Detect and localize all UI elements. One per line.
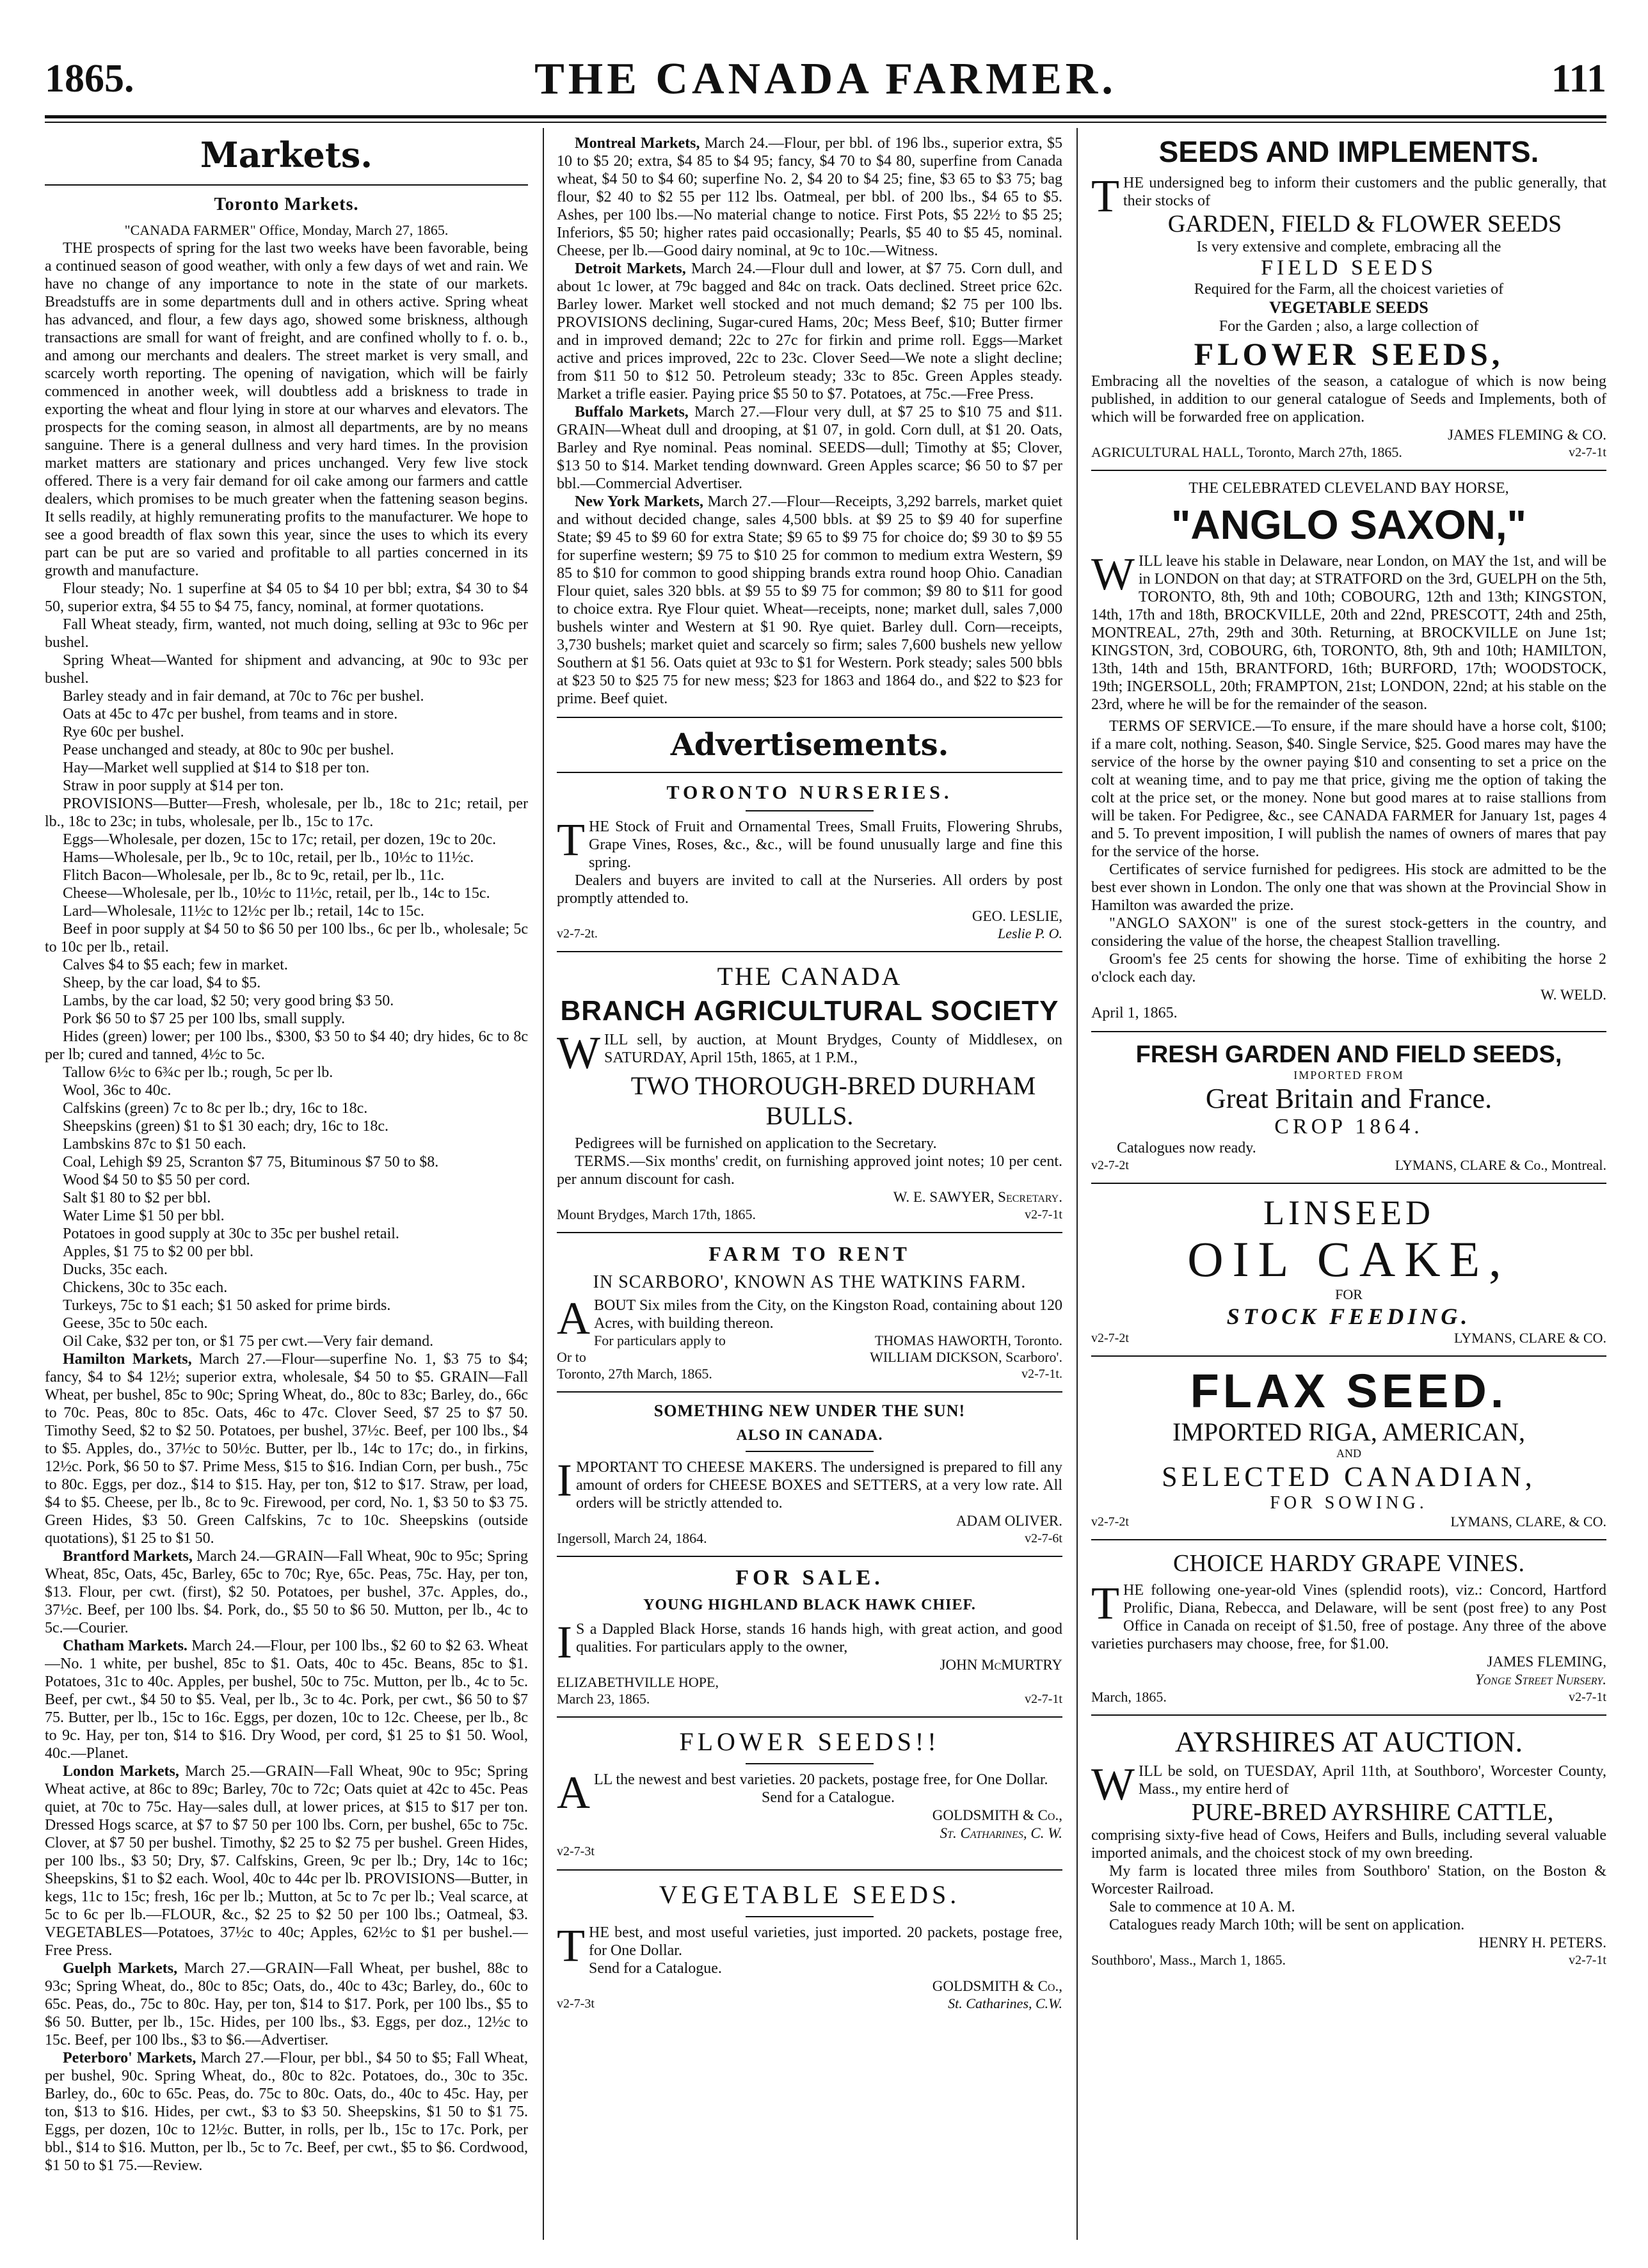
- ad-dateline: Ingersoll, March 24, 1864.: [557, 1530, 707, 1546]
- ad-line: FOR: [1335, 1286, 1363, 1302]
- price-item: Lambskins 87c to $1 50 each.: [63, 1136, 246, 1153]
- ad-subtitle: IMPORTED FROM: [1293, 1069, 1404, 1082]
- price-item: Fall Wheat steady, firm, wanted, not much doing, selling at 93c to 96c per bushel.: [45, 616, 528, 651]
- market-report: [45, 1350, 528, 1547]
- ad-body: Embracing all the novelties of the season, a catalogue of which is now being published, in addition to our general catalogue of Seeds and Implements, both of which will be forwarded free on application.: [1091, 373, 1606, 426]
- ad-linseed-oil-cake: [1091, 1193, 1606, 1346]
- ad-reference: v2-7-6t: [1025, 1531, 1062, 1545]
- ad-title: CHOICE HARDY GRAPE VINES.: [1173, 1550, 1524, 1577]
- ad-body: MPORTANT TO CHEESE MAKERS. The undersigned is prepared to fill any amount of orders for CHEESE BOXES and SETTERS, at a very low rate. All orders will be strictly attended to.: [575, 1459, 1062, 1512]
- ad-seeds-and-implements: [1091, 134, 1606, 461]
- ad-flax-seed: [1091, 1366, 1606, 1530]
- ad-line: FOR SOWING.: [1270, 1493, 1428, 1513]
- market-name: London Markets,: [63, 1763, 179, 1780]
- market-text: March 25.—GRAIN—Fall Wheat, 90c to 95c; Spring Wheat active, at 86c to 89c; Barley, 70c to 72c; Oats quiet at 42c to 45c. Peas quiet, at 70c to 75c. Hay—sales dull, at lower prices, at $15 to $17 per ton. Dressed Hogs scarce, at $7 to $7 50 per 100 lbs. Corn, per bushel, 65c to 75c. Clover, at $7 50 per bushel. Timothy, $2 25 to $2 75 per bushel. Green Hides, per 100 lbs., $3 50; Dry, $7. Calfskins, Green, 9c per lb.; Dry, 14c to 16c; Sheepskins, $1 to $2 each. Wool, 40c to 44c per lb. PROVISIONS—Butter, in kegs, 11c to 15c; fresh, 16c per lb.; Mutton, at 5c to 7c per lb.; Veal scarce, at 5c to 6c per lb.—FLOUR, &c., $2 25 to $2 50 per 100 lbs.; Oatmeal, $3. VEGETABLES—Potatoes, 37½c to 40c; Apples, 62½c to $1 per bushel.—Free Press.: [45, 1763, 528, 1959]
- ad-line: STOCK FEEDING.: [1226, 1304, 1471, 1329]
- ad-line: IMPORTED RIGA, AMERICAN,: [1172, 1418, 1525, 1446]
- ad-title: FLAX SEED.: [1190, 1364, 1508, 1418]
- price-item: Oil Cake, $32 per ton, or $1 75 per cwt.—Very fair demand.: [63, 1333, 434, 1350]
- market-report: [45, 1960, 528, 2049]
- price-item: Oats at 45c to 47c per bushel, from teams and in store.: [63, 706, 398, 723]
- price-item: Hay—Market well supplied at $14 to $18 per ton.: [63, 760, 370, 776]
- ad-line: THE CANADA: [717, 962, 902, 991]
- drop-cap: T: [557, 1920, 585, 1971]
- ad-line: GARDEN, FIELD & FLOWER SEEDS: [1167, 211, 1562, 237]
- price-item: Cheese—Wholesale, per lb., 10½c to 11½c, retail, per lb., 14c to 15c.: [63, 885, 490, 902]
- ad-line: AND: [1336, 1447, 1361, 1460]
- column-advertisements: [1091, 134, 1606, 2240]
- market-report: [557, 403, 1062, 493]
- price-item: Eggs—Wholesale, per dozen, 15c to 17c; retail, per dozen, 19c to 20c.: [63, 831, 497, 848]
- market-text: March 24.—Flour, per bbl. of 196 lbs., superior extra, $5 10 to $5 20; extra, $4 85 to $4 95; fancy, $4 70 to $4 80, superfine from Canada wheat, $4 50 to $4 60; superfine No. 2, $4 20 to $4 25; fine, $3 65 to $3 75; bag flour, $2 40 to $2 55 per 112 lbs. Oatmeal, per bbl. of 200 lbs., $4 65 to $5. Ashes, per 100 lbs.—No material change to notice. First Pots, $5 22½ to $5 25; Inferiors, $5 50; higher rates paid occasionally; Pearls, $5 40 to $5 45, nominal. Cheese, per lb.—Good dairy nominal, at 9c to 10c.—Witness.: [557, 135, 1062, 259]
- price-item: Tallow 6½c to 6¾c per lb.; rough, 5c per lb.: [63, 1064, 333, 1081]
- price-item: Beef in poor supply at $4 50 to $6 50 per 100 lbs., 6c per lb., wholesale; 5c to 10c per lb., retail.: [45, 921, 528, 955]
- ad-body: Send for a Catalogue.: [762, 1789, 895, 1806]
- ad-signature: JAMES FLEMING & CO.: [1448, 427, 1606, 443]
- divider: [557, 717, 1062, 718]
- divider: [1091, 1355, 1606, 1357]
- price-item: Pork $6 50 to $7 25 per 100 lbs, small supply.: [63, 1010, 346, 1027]
- ad-dateline: Toronto, 27th March, 1865.: [557, 1366, 712, 1382]
- ad-body: TERMS OF SERVICE.—To ensure, if the mare should have a horse colt, $100; if a mare colt, nothing. Season, $40. Single Service, $25. Good mares may have the service of the horse by the owner paying $10 and consenting to set a price on the colt at weaning time, and to pay me that price, giving me the option of taking the colt at the price set, or the money. None but good mares at to raise stallions from will be taken. For Pedigree, &c., see CANADA FARMER for January 1st, pages 4 and 5. To prevent imposition, I will publish the names of owners of mares that pay for the service of the horse.: [1091, 718, 1606, 860]
- price-item: Lard—Wholesale, 11½c to 12½c per lb.; retail, 14c to 15c.: [63, 903, 424, 920]
- market-text: March 27.—Flour very dull, at $7 25 to $10 75 and $11. GRAIN—Wheat dull and drooping, at $1 07, in gold. Corn dull, at $1 20. Oats, Barley and Rye nominal. Peas nominal. SEEDS—dull; Timothy at $5; Clover, $13 50 to $14. Market tending downward. Green Apples scarce; $6 50 to $7 per bbl.—Commercial Advertiser.: [557, 404, 1062, 492]
- page-header: [45, 38, 1606, 118]
- ad-line: PURE-BRED AYRSHIRE CATTLE,: [1191, 1799, 1554, 1826]
- price-item: Lambs, by the car load, $2 50; very good bring $3 50.: [63, 993, 394, 1009]
- drop-cap: T: [557, 814, 585, 865]
- ad-for-sale: [557, 1566, 1062, 1707]
- price-item: Wood $4 50 to $5 50 per cord.: [63, 1172, 250, 1188]
- price-item: Flour steady; No. 1 superfine at $4 05 to $4 10 per bbl; extra, $4 30 to $4 50, superior extra, $4 55 to $4 75, fancy, nominal, at former quotations.: [45, 580, 528, 615]
- price-item: Barley steady and in fair demand, at 70c to 76c per bushel.: [63, 688, 424, 705]
- drop-cap: T: [1091, 170, 1119, 221]
- divider: [557, 1232, 1062, 1233]
- ad-line: SELECTED CANADIAN,: [1162, 1461, 1536, 1492]
- ad-reference: v2-7-1t: [1569, 1953, 1606, 1967]
- ad-place: Yonge Street Nursery.: [1475, 1672, 1606, 1688]
- toronto-markets-heading: Toronto Markets.: [214, 195, 359, 214]
- ad-reference: v2-7-1t: [1025, 1208, 1062, 1222]
- ad-signature: W. E. SAWYER, Secretary.: [893, 1189, 1062, 1205]
- ad-signature: JAMES FLEMING,: [1487, 1654, 1606, 1670]
- ad-signature: LYMANS, CLARE, & CO.: [1450, 1513, 1606, 1529]
- market-name: Brantford Markets,: [63, 1548, 193, 1565]
- ad-flower-seeds: [557, 1727, 1062, 1860]
- ad-body: ILL leave his stable in Delaware, near London, on MAY the 1st, and will be in LONDON on that day; at STRATFORD on the 3rd, GUELPH on the 5th, TORONTO, 8th, 9th and 10th; COBOURG, 12th and 13th; KINGSTON, 14th, 17th and 18th, BROCKVILLE, 20th and 22nd, PRESCOTT, 24th and 25th, MONTREAL, 27th, 29th and 30th. Returning, at BROCKVILLE on June 1st; KINGSTON, 3rd, COBOURG, 6th, TORONTO, 8th, 9th and 10th; HAMILTON, 13th, 14th and 15th, BRANTFORD, 16th; BURFORD, 17th; WOODSTOCK, 19th; INGERSOLL, 20th; FRAMPTON, 21st; LONDON, 22nd; at his stable on the 23rd, where he will be for the remainder of the season.: [1091, 553, 1606, 713]
- price-item: Apples, $1 75 to $2 00 per bbl.: [63, 1243, 253, 1260]
- price-item: Rye 60c per bushel.: [63, 724, 184, 740]
- markets-heading: Markets.: [200, 134, 373, 175]
- price-item: Turkeys, 75c to $1 each; $1 50 asked for prime birds.: [63, 1297, 391, 1314]
- price-item: Sheep, by the car load, $4 to $5.: [63, 975, 261, 991]
- ad-title: BRANCH AGRICULTURAL SOCIETY: [560, 995, 1059, 1026]
- ad-dateline: AGRICULTURAL HALL, Toronto, March 27th, 1865.: [1091, 444, 1402, 460]
- price-item: Pease unchanged and steady, at 80c to 90c per bushel.: [63, 742, 394, 758]
- ad-anglo-saxon-horse: [1091, 480, 1606, 1022]
- ad-reference: v2-7-2t: [1091, 1331, 1129, 1345]
- market-report: [557, 260, 1062, 403]
- ad-signature: GOLDSMITH & Co.,: [932, 1807, 1062, 1823]
- drop-cap: W: [1091, 1759, 1135, 1810]
- market-name: Hamilton Markets,: [63, 1351, 192, 1368]
- ad-signature: JOHN McMURTRY: [940, 1657, 1062, 1673]
- ad-ayrshires-auction: [1091, 1725, 1606, 1969]
- price-item: Salt $1 80 to $2 per bbl.: [63, 1190, 211, 1206]
- ad-line: CROP 1864.: [1274, 1115, 1423, 1138]
- market-report: [45, 1637, 528, 1762]
- market-report: [45, 1762, 528, 1960]
- divider: [557, 772, 1062, 773]
- ad-reference: v2-7-1t.: [1021, 1367, 1062, 1381]
- ad-place: ELIZABETHVILLE HOPE,: [557, 1674, 719, 1690]
- ad-line: Great Britain and France.: [1205, 1083, 1492, 1114]
- ad-body: Groom's fee 25 cents for showing the horse. Time of exhibiting the horse 2 o'clock each day.: [1091, 951, 1606, 986]
- ad-text: For the Garden ; also, a large collection of: [1219, 318, 1479, 335]
- ad-body: comprising sixty-five head of Cows, Heifers and Bulls, including several valuable imported animals, and the choicest stock of my own breeding.: [1091, 1827, 1606, 1862]
- ad-title: TORONTO NURSERIES.: [666, 782, 953, 803]
- market-text: March 27.—GRAIN—Fall Wheat, per bushel, 88c to 93c; Spring Wheat, do., 80c to 85c; Oats, do., 40c to 43c; Barley, do., 60c to 65c. Peas, do., 75c to 80c. Hay, per ton, $14 to $17. Pork, per 100 lbs., $5 to $6 50. Butter, per lb., 15c. Hides, per 100 lbs., $3. Eggs, per doz., 12½c to 15c. Beef, per 100 lbs., $3 to $6.—Advertiser.: [45, 1960, 528, 2048]
- ad-title: VEGETABLE SEEDS.: [659, 1880, 961, 1909]
- price-item: Potatoes in good supply at 30c to 35c per bushel retail.: [63, 1226, 399, 1242]
- price-item: Water Lime $1 50 per bbl.: [63, 1208, 225, 1224]
- market-text: March 24.—GRAIN—Fall Wheat, 90c to 95c; Spring Wheat, 85c, Oats, 45c, Barley, 65c to 70c; Rye, 65c. Peas, 75c. Hay, per ton, $13. Flour, per cwt. (first), $2 50. Potatoes, per bushel, 37c. Apples, do., 37½c. Beef, per 100 lbs. $4. Pork, do., $5 50 to $6 50. Mutton, per lb., 4c to 5c.—Courier.: [45, 1548, 528, 1636]
- ad-line: FIELD SEEDS: [1261, 256, 1437, 280]
- drop-cap: W: [557, 1027, 600, 1078]
- drop-cap: W: [1091, 548, 1135, 600]
- market-name: Peterboro' Markets,: [63, 2050, 196, 2066]
- ad-body: Pedigrees will be furnished on application to the Secretary.: [575, 1135, 937, 1152]
- header-rule: [45, 122, 1606, 123]
- ad-text: For particulars apply to: [594, 1332, 726, 1348]
- ad-body: ILL sell, by auction, at Mount Brydges, County of Middlesex, on SATURDAY, April 15th, 1865, at 1 P.M.,: [604, 1032, 1062, 1066]
- ad-place: St. Catharines, C. W.: [940, 1825, 1062, 1841]
- market-name: New York Markets,: [575, 493, 703, 510]
- ad-signature: GEO. LESLIE,: [972, 908, 1062, 924]
- ad-title: SEEDS AND IMPLEMENTS.: [1158, 135, 1539, 168]
- ad-subtitle: ALSO IN CANADA.: [736, 1427, 883, 1444]
- divider: [746, 1451, 874, 1452]
- ad-dateline: April 1, 1865.: [1091, 1005, 1178, 1021]
- ad-dateline: March, 1865.: [1091, 1689, 1167, 1705]
- drop-cap: I: [557, 1455, 572, 1506]
- drop-cap: I: [557, 1617, 572, 1668]
- ad-body: BOUT Six miles from the City, on the Kingston Road, containing about 120 Acres, with building thereon.: [594, 1297, 1062, 1332]
- ad-title: FARM TO RENT: [708, 1242, 911, 1265]
- market-name: Chatham Markets.: [63, 1638, 188, 1654]
- divider: [557, 1869, 1062, 1871]
- divider: [1091, 1031, 1606, 1032]
- ad-body: Catalogues now ready.: [1117, 1140, 1256, 1156]
- market-text: March 27.—Flour, per bbl., $4 50 to $5; Fall Wheat, per bushel, 90c. Spring Wheat, do., 80c to 82c. Potatoes, do., 30c to 35c. Barley, do., 60c to 65c. Peas, do. 75c to 80c. Oats, do., 40c to 45c. Hay, per ton, $13 to $16. Hides, per cwt., $3 to $3 50. Sheepskins, $1 50 to $1 75. Eggs, per dozen, 10c to 12½c. Butter, in rolls, per lb., 15c to 17c. Pork, per bbl., $14 to $16. Mutton, per lb., 5c to 7c. Beef, per cwt., $5 to $6. Cordwood, $1 50 to $1 75.—Review.: [45, 2050, 528, 2174]
- price-item: PROVISIONS—Butter—Fresh, wholesale, per lb., 18c to 21c; retail, per lb., 18c to 23c; in tubs, wholesale, per lb., 15c to 17c.: [45, 795, 528, 830]
- ad-line: TWO THOROUGH-BRED DURHAM BULLS.: [630, 1071, 1036, 1130]
- ad-name: WILLIAM DICKSON, Scarboro'.: [870, 1349, 1062, 1365]
- column-divider: [1076, 128, 1078, 2240]
- ad-body: S a Dappled Black Horse, stands 16 hands high, with great action, and good qualities. For particulars apply to the owner,: [575, 1621, 1062, 1656]
- ad-dateline: Mount Brydges, March 17th, 1865.: [557, 1206, 756, 1222]
- ad-body: Dealers and buyers are invited to call at the Nurseries. All orders by post promptly attended to.: [557, 872, 1062, 907]
- ad-body: ILL be sold, on TUESDAY, April 11th, at Southboro', Worcester County, Mass., my entire herd of: [1138, 1763, 1606, 1798]
- price-item: Flitch Bacon—Wholesale, per lb., 8c to 9c, retail, per lb., 11c.: [63, 867, 445, 884]
- market-text: March 24.—Flour, per 100 lbs., $2 60 to $2 63. Wheat—No. 1 white, per bushel, 85c to $1. Oats, 40c to 45c. Beans, 85c to $1. Potatoes, 31c to 40c. Apples, per bushel, 50c to 75c. Mutton, per lb., 4c to 5c. Beef, per cwt., $4 50 to $5. Veal, per lb., 3c to 4c. Pork, per cwt., $6 50 to $7 75. Butter, per lb., 15c to 16c. Eggs, per dozen, 10c to 12c. Cheese, per lb., 8c to 9c. Hay, per ton, $14 to $16. Dry Wood, per cord, $1 25 to $1 50. Wool, 40c.—Planet.: [45, 1638, 528, 1762]
- ad-reference: v2-7-3t: [557, 1844, 595, 1858]
- divider: [746, 1763, 874, 1764]
- column-divider: [543, 128, 544, 2240]
- drop-cap: T: [1091, 1577, 1119, 1629]
- ad-body: My farm is located three miles from Southboro' Station, on the Boston & Worcester Railroad.: [1091, 1863, 1606, 1897]
- ad-title: AYRSHIRES AT AUCTION.: [1174, 1725, 1523, 1758]
- ad-reference: v2-7-1t: [1569, 1690, 1606, 1704]
- ad-body: Send for a Catalogue.: [588, 1960, 722, 1977]
- header-page-number: 111: [1551, 57, 1606, 100]
- ad-signature: ADAM OLIVER.: [956, 1513, 1062, 1529]
- ad-body: HE Stock of Fruit and Ornamental Trees, Small Fruits, Flowering Shrubs, Grape Vines, Roses, &c., &c., will be found unusually large and fine this spring.: [588, 819, 1062, 871]
- ad-reference: v2-7-2t: [1091, 1515, 1129, 1529]
- ad-subtitle: YOUNG HIGHLAND BLACK HAWK CHIEF.: [643, 1597, 976, 1613]
- ad-body: HE best, and most useful varieties, just imported. 20 packets, postage free, for One Dollar.: [588, 1924, 1062, 1959]
- drop-cap: A: [557, 1767, 590, 1818]
- advertisements-heading: Advertisements.: [670, 727, 949, 763]
- ad-body: HE undersigned beg to inform their customers and the public generally, that their stocks of: [1123, 175, 1606, 209]
- market-name: Guelph Markets,: [63, 1960, 178, 1977]
- ad-reference: v2-7-1t: [1025, 1692, 1062, 1706]
- ad-signature: LYMANS, CLARE & Co., Montreal.: [1395, 1157, 1606, 1173]
- ad-subtitle: IN SCARBORO', KNOWN AS THE WATKINS FARM.: [593, 1272, 1027, 1292]
- ad-body: Catalogues ready March 10th; will be sent on application.: [1109, 1917, 1465, 1933]
- market-text: March 27.—Flour—superfine No. 1, $3 75 to $4; fancy, $4 to $4 12½; superior extra, wholesale, $4 50 to $5. GRAIN—Fall Wheat, per bushel, 85c to 90c; Spring Wheat, do., 80c to 83c; Barley, do., 66c to 70c. Peas, 80c to 85c. Oats, 46c to 47c. Clover Seed, $7 25 to $7 50. Timothy Seed, $2 to $2 50. Potatoes, per bushel, 37½c. Beef, per 100 lbs., $4 to $5. Apples, do., 37½c to 50½c. Butter, per lb., 14c to 17c; do., in firkins, 12½c. Pork, $6 50 to $7. Prime Mess, $15 to $16. Indian Corn, per bush., 75c to 80c. Eggs, per doz., $14 to $15. Hay, per ton, $12 to $17. Straw, per load, $4 to $5. Cheese, per lb., 8c to 9c. Firewood, per cord, No. 1, $3 50 to $3 75. Green Hides, $3 50. Green Calfskins, 7c to 10c. Sheepskins (outside quotations), $1 25 to $1 50.: [45, 1351, 528, 1547]
- price-item: Calfskins (green) 7c to 8c per lb.; dry, 16c to 18c.: [63, 1100, 368, 1117]
- ad-title: FLOWER SEEDS!!: [679, 1727, 940, 1756]
- ad-dateline: Southboro', Mass., March 1, 1865.: [1091, 1952, 1286, 1968]
- divider: [557, 1556, 1062, 1557]
- ad-signature: GOLDSMITH & Co.,: [932, 1978, 1062, 1994]
- price-item: Spring Wheat—Wanted for shipment and advancing, at 90c to 93c per bushel.: [45, 652, 528, 687]
- market-name: Montreal Markets,: [575, 135, 700, 152]
- regional-markets: [45, 1350, 528, 2175]
- ad-title: "ANGLO SAXON,": [1171, 502, 1526, 548]
- ad-line: LINSEED: [1263, 1194, 1434, 1232]
- ad-place: Leslie P. O.: [997, 925, 1062, 941]
- ad-signature: HENRY H. PETERS.: [1478, 1935, 1606, 1951]
- ad-text: Is very extensive and complete, embracing all the: [1196, 239, 1501, 255]
- price-list: [45, 580, 528, 1350]
- ad-grape-vines: [1091, 1549, 1606, 1705]
- market-text: March 27.—Flour—Receipts, 3,292 barrels, market quiet and without decided change, sales 4,500 bbls. at $9 25 to $9 40 for superfine State; $9 45 to $9 60 for extra State; $9 65 to $9 75 for choice do; $9 30 to $9 55 for superfine western; $9 75 to $10 25 for common to medium extra Western, $9 85 to $10 for common to good shipping brands extra round hoop Ohio. Canadian Flour quiet, sales 320 bbls. at $9 55 to $9 75 for common; $9 80 to $11 for good to choice extra. Rye Flour quiet. Wheat—receipts, none; market dull, sales 7,000 bushels winter and Western at $1 90. Rye quiet. Barley dull. Corn—receipts, 3,730 bushels; market quiet and scarcely so firm; sales 7,600 bushels new yellow Southern at $1 56. Oats quiet at 93c to $1 for Western. Pork steady; sales 500 bbls at $23 50 to $25 75 for new mess; $23 for 1863 and 1864 do., and $22 to $23 for prime. Beef quiet.: [557, 493, 1062, 707]
- ad-toronto-nurseries: [557, 782, 1062, 942]
- market-report: [45, 2049, 528, 2175]
- price-item: Coal, Lehigh $9 25, Scranton $7 75, Bituminous $7 50 to $8.: [63, 1154, 439, 1170]
- price-item: Wool, 36c to 40c.: [63, 1082, 172, 1099]
- divider: [746, 810, 874, 811]
- ad-title: FRESH GARDEN AND FIELD SEEDS,: [1135, 1041, 1562, 1068]
- newspaper-page: [45, 38, 1606, 2240]
- ad-branch-agricultural-society: [557, 961, 1062, 1223]
- ad-kicker: THE CELEBRATED CLEVELAND BAY HORSE,: [1188, 480, 1509, 497]
- price-item: Sheepskins (green) $1 to $1 30 each; dry, 16c to 18c.: [63, 1118, 388, 1135]
- divider: [746, 1916, 874, 1917]
- market-report: [557, 134, 1062, 260]
- ad-reference: v2-7-1t: [1569, 445, 1606, 459]
- divider: [557, 951, 1062, 952]
- ad-title: SOMETHING NEW UNDER THE SUN!: [653, 1402, 966, 1420]
- column-markets-advertisements: [557, 134, 1062, 2240]
- ad-place: St. Catharines, C.W.: [948, 1995, 1062, 2011]
- ad-reference: v2-7-3t: [557, 1997, 595, 2011]
- ad-text: Or to: [557, 1349, 586, 1365]
- ad-fresh-seeds: [1091, 1041, 1606, 1174]
- price-item: Hams—Wholesale, per lb., 9c to 10c, retail, per lb., 10½c to 11½c.: [63, 849, 474, 866]
- market-name: Buffalo Markets,: [575, 404, 689, 420]
- price-item: Chickens, 30c to 35c each.: [63, 1279, 228, 1296]
- divider: [557, 1716, 1062, 1718]
- ad-body: LL the newest and best varieties. 20 packets, postage free, for One Dollar.: [594, 1771, 1048, 1788]
- ad-line: FLOWER SEEDS,: [1194, 336, 1504, 372]
- market-report-paragraph: THE prospects of spring for the last two weeks have been favorable, being a continued season of good weather, with only a few days of wet and rain. We have no change of any importance to note in the state of our markets. Breadstuffs are in some departments dull and in others active. Spring wheat has advanced, and flour, a few days ago, showed some briskness, although transactions are small for want of freight, and are confined wholly to f. o. b., and among our merchants and dealers. The street market is very small, and scarcely worth reporting. The opening of navigation, which will be fairly commenced in another week, will doubtless add a briskness to trade in exporting the wheat and flour lying in store at our wharves and elevators. The prospects for the coming season, in almost all departments, are by no means sanguine. There is a general dullness and very hard times. In the provision market matters are stationary and prices unchanged. Very few live stock offered. There is a very fair demand for oil cake among our farmers and cattle dealers, which promises to be much greater when the fattening season begins. It sells readily, at highly remunerating profits to the manufacturer. We hope to see a good breadth of flax sown this year, since the uses to which its every part can be put are so varied and profitable to all parties concerned in its growth and manufacture.: [45, 240, 528, 579]
- ad-reference: v2-7-2t.: [557, 927, 598, 941]
- price-item: Geese, 35c to 50c each.: [63, 1315, 208, 1332]
- ad-title: FOR SALE.: [735, 1566, 884, 1590]
- price-item: Hides (green) lower; per 100 lbs., $300, $3 50 to $4 40; dry hides, 6c to 8c per lb; cured and tanned, 4½c to 5c.: [45, 1028, 528, 1063]
- ad-title: OIL CAKE,: [1187, 1231, 1510, 1287]
- divider: [45, 184, 528, 186]
- ad-reference: v2-7-2t: [1091, 1158, 1129, 1172]
- ad-farm-to-rent: [557, 1242, 1062, 1382]
- price-item: Calves $4 to $5 each; few in market.: [63, 957, 288, 973]
- ad-dateline: March 23, 1865.: [557, 1691, 650, 1707]
- header-title: THE CANADA FARMER.: [534, 54, 1117, 104]
- market-name: Detroit Markets,: [575, 260, 686, 277]
- market-text: March 24.—Flour dull and lower, at $7 75. Corn dull, and about 1c lower, at 79c bagged and 84c on track. Oats declined. Street price 62c. Barley lower. Market well stocked and not much demand; $2 75 per 100 lbs. PROVISIONS declining, Sugar-cured Hams, 20c; Mess Beef, $10; Butter firmer and in improved demand; 22c to 27c for firkin and prime roll. Eggs—Market active and prices improved, 22c to 23c. Clover Seed—We note a slight decline; from $11 50 to $12 50. Petroleum steady; 33c to 85c. Green Apples steady. Market a trifle easier. Paying price $5 50 to $7. Potatoes, at 75c.—Free Press.: [557, 260, 1062, 403]
- market-report: [45, 1547, 528, 1637]
- divider: [557, 1391, 1062, 1393]
- ad-cheese-boxes: [557, 1402, 1062, 1547]
- regional-markets: [557, 134, 1062, 708]
- divider: [1091, 1714, 1606, 1716]
- ad-body: Sale to commence at 10 A. M.: [1109, 1899, 1295, 1915]
- ad-signature: W. WELD.: [1540, 987, 1606, 1003]
- ad-body: HE following one-year-old Vines (splendid roots), viz.: Concord, Hartford Prolific, Diana, Rebecca, and Delaware, will be sent (post free) to any Post Office in Canada on receipt of $1.50, free of postage. Any three of the above varieties purchasers may choose, free, for $1.00.: [1091, 1582, 1606, 1652]
- ad-body: "ANGLO SAXON" is one of the surest stock-getters in the country, and considering the value of the horse, the cheapest Stallion travelling.: [1091, 915, 1606, 950]
- ad-signature: LYMANS, CLARE & CO.: [1454, 1330, 1606, 1346]
- ad-name: THOMAS HAWORTH, Toronto.: [874, 1332, 1062, 1348]
- ad-body: Certificates of service furnished for pedigrees. His stock are admitted to be the best ever shown in London. The only one that was shown at the Provincial Show in Hamilton was awarded the prize.: [1091, 861, 1606, 914]
- column-markets: [45, 134, 528, 2240]
- dateline: "CANADA FARMER" Office, Monday, March 27, 1865.: [124, 222, 449, 238]
- divider: [1091, 1183, 1606, 1184]
- ad-vegetable-seeds: [557, 1880, 1062, 2012]
- divider: [1091, 470, 1606, 471]
- divider: [1091, 1539, 1606, 1540]
- price-item: Straw in poor supply at $14 per ton.: [63, 778, 284, 794]
- ad-body: TERMS.—Six months' credit, on furnishing approved joint notes; 10 per cent. per annum discount for cash.: [557, 1153, 1062, 1188]
- price-item: Ducks, 35c each.: [63, 1261, 168, 1278]
- ad-line: VEGETABLE SEEDS: [1269, 298, 1428, 317]
- market-report: [557, 493, 1062, 708]
- header-year: 1865.: [45, 57, 134, 100]
- drop-cap: A: [557, 1293, 590, 1344]
- ad-text: Required for the Farm, all the choicest varieties of: [1194, 281, 1504, 298]
